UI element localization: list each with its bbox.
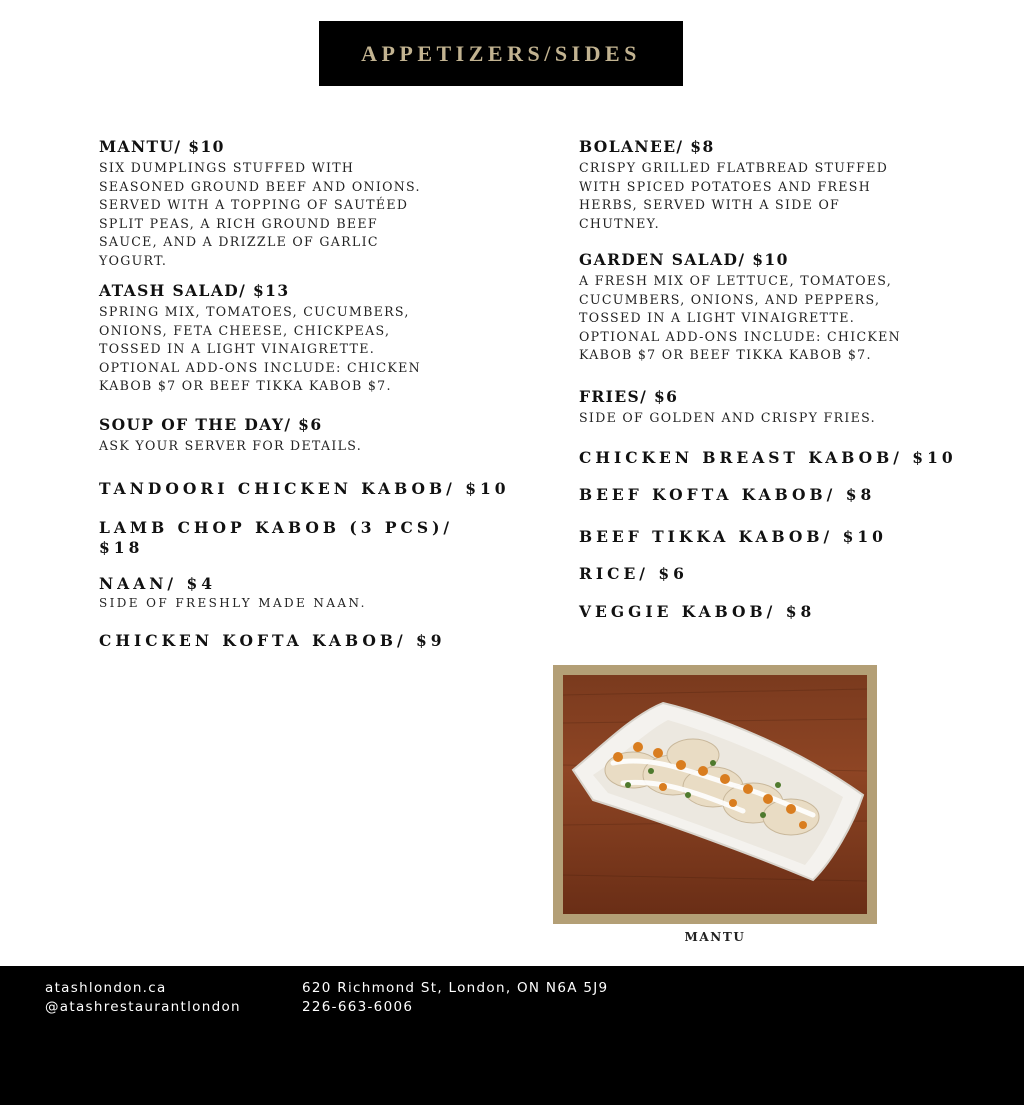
menu-item-fries	[579, 387, 924, 428]
menu-item-title: FRIES/ $6	[579, 387, 679, 406]
menu-item-lamb-chop-kabob	[99, 518, 459, 558]
footer-website[interactable]: atashlondon.ca	[45, 980, 167, 996]
menu-item-description: SPRING MIX, TOMATOES, CUCUMBERS, ONIONS, FETA CHEESE, CHICKPEAS, TOSSED IN A LIGHT VINAIGRETTE. OPTIONAL ADD-ONS INCLUDE: CHICKEN KABOB $7 OR BEEF TIKKA KABOB $7.	[99, 304, 421, 394]
menu-item-beef-tikka-kabob	[579, 527, 979, 547]
menu-item-atash-salad	[99, 281, 439, 396]
menu-item-title: BEEF TIKKA KABOB/ $10	[579, 527, 887, 546]
menu-item-title: VEGGIE KABOB/ $8	[579, 602, 816, 621]
menu-item-mantu	[99, 137, 439, 271]
mantu-photo	[563, 675, 867, 914]
food-photo-frame	[553, 665, 877, 924]
photo-caption: MANTU	[684, 930, 746, 944]
menu-item-garden-salad	[579, 250, 924, 365]
menu-item-title: NAAN/ $4	[99, 574, 217, 593]
section-title: APPETIZERS/SIDES	[361, 40, 641, 66]
menu-item-veggie-kabob	[579, 602, 979, 622]
footer-phone[interactable]: 226-663-6006	[302, 999, 414, 1015]
section-header	[319, 21, 683, 86]
menu-item-naan	[99, 574, 459, 613]
menu-item-beef-kofta-kabob	[579, 485, 979, 505]
menu-item-description: SIDE OF GOLDEN AND CRISPY FRIES.	[579, 410, 876, 425]
menu-item-title: LAMB CHOP KABOB (3 PCS)/ $18	[99, 518, 454, 557]
menu-item-soup	[99, 415, 459, 456]
menu-item-description: SIDE OF FRESHLY MADE NAAN.	[99, 596, 367, 610]
footer-social-handle[interactable]: @atashrestaurantlondon	[45, 999, 241, 1015]
menu-item-title: SOUP OF THE DAY/ $6	[99, 415, 323, 434]
menu-item-title: TANDOORI CHICKEN KABOB/ $10	[99, 479, 510, 498]
footer	[0, 966, 1024, 1105]
menu-item-title: CHICKEN KOFTA KABOB/ $9	[99, 631, 446, 650]
menu-item-title: ATASH SALAD/ $13	[99, 281, 290, 300]
menu-item-title: GARDEN SALAD/ $10	[579, 250, 789, 269]
mantu-dish-illustration	[563, 675, 867, 914]
menu-item-description: CRISPY GRILLED FLATBREAD STUFFED WITH SPICED POTATOES AND FRESH HERBS, SERVED WITH A SIDE OF CHUTNEY.	[579, 160, 889, 231]
menu-item-title: BEEF KOFTA KABOB/ $8	[579, 485, 876, 504]
menu-item-rice	[579, 564, 979, 584]
menu-item-title: MANTU/ $10	[99, 137, 225, 156]
menu-item-chicken-kofta-kabob	[99, 631, 499, 651]
footer-address: 620 Richmond St, London, ON N6A 5J9	[302, 980, 609, 996]
menu-item-title: RICE/ $6	[579, 564, 688, 583]
menu-item-description: SIX DUMPLINGS STUFFED WITH SEASONED GROUND BEEF AND ONIONS. SERVED WITH A TOPPING OF SAUTÉED SPLIT PEAS, A RICH GROUND BEEF SAUCE, AND A DRIZZLE OF GARLIC YOGURT.	[99, 160, 421, 268]
menu-item-description: ASK YOUR SERVER FOR DETAILS.	[99, 438, 363, 453]
menu-item-title: BOLANEE/ $8	[579, 137, 715, 156]
menu-item-tandoori-chicken-kabob	[99, 479, 519, 499]
menu-item-chicken-breast-kabob	[579, 448, 999, 468]
menu-item-title: CHICKEN BREAST KABOB/ $10	[579, 448, 957, 467]
menu-item-description: A FRESH MIX OF LETTUCE, TOMATOES, CUCUMBERS, ONIONS, AND PEPPERS, TOSSED IN A LIGHT VINAIGRETTE. OPTIONAL ADD-ONS INCLUDE: CHICKEN KABOB $7 OR BEEF TIKKA KABOB $7.	[579, 273, 901, 363]
menu-item-bolanee	[579, 137, 919, 233]
